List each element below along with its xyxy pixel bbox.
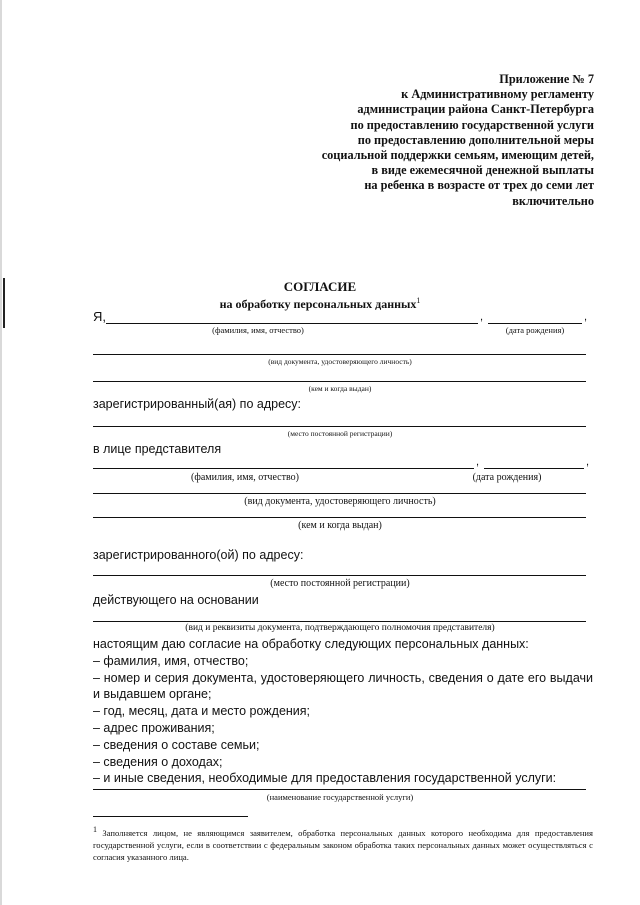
- address-caption: (место постоянной регистрации): [287, 429, 393, 438]
- footnote-mark: 1: [93, 825, 97, 834]
- ya-label: Я,: [93, 309, 106, 324]
- appendix-line: включительно: [512, 193, 594, 208]
- issued-field[interactable]: [93, 381, 586, 382]
- authority-caption: (вид и реквизиты документа, подтверждающего полномочия представителя): [185, 623, 495, 633]
- footnote-divider: [93, 816, 248, 817]
- rep-address-caption: (место постоянной регистрации): [270, 578, 410, 589]
- appendix-line: Приложение № 7: [499, 72, 594, 86]
- consent-item: – сведения о доходах;: [93, 754, 223, 769]
- appendix-line: администрации района Санкт-Петербурга: [357, 102, 594, 117]
- consent-list: [93, 636, 593, 787]
- service-field[interactable]: [93, 789, 586, 790]
- consent-item: – номер и серия документа, удостоверяющего личность, сведения о дате его выдачи и выдавшем органе;: [93, 670, 593, 702]
- rep-address-field[interactable]: [93, 575, 586, 576]
- document-caption: (вид документа, удостоверяющего личность): [268, 357, 412, 366]
- authority-field[interactable]: [93, 621, 586, 622]
- rep-issued-field[interactable]: [93, 517, 586, 518]
- consent-item: – фамилия, имя, отчество;: [93, 653, 249, 668]
- consent-item: – и иные сведения, необходимые для предоставления государственной услуги:: [93, 771, 557, 786]
- fio-caption: (фамилия, имя, отчество): [212, 325, 304, 335]
- birth-caption: (дата рождения): [505, 325, 565, 335]
- rep-document-caption: (вид документа, удостоверяющего личность): [244, 496, 436, 507]
- appendix-line: социальной поддержки семьям, имеющим детей,: [321, 148, 594, 163]
- fio-field[interactable]: [106, 323, 478, 324]
- consent-item: – адрес проживания;: [93, 720, 215, 735]
- appendix-line: по предоставлению государственной услуги: [350, 117, 594, 132]
- scan-edge: [0, 0, 2, 905]
- comma: ,: [584, 311, 588, 323]
- comma: ,: [480, 311, 484, 323]
- appendix-line: по предоставлению дополнительной меры: [357, 132, 594, 147]
- rep-fio-field[interactable]: [93, 468, 474, 469]
- document-field[interactable]: [93, 354, 586, 355]
- appendix-line: к Административному регламенту: [401, 87, 594, 102]
- footnote: [93, 824, 593, 863]
- footnote-text: Заполняется лицом, не являющимся заявителем, обработка персональных данных которого необходима для предоставления государственной услуги, если в соответствии с федеральным законом обработка таких персональных данных может осуществляться с согласия указанного лица.: [93, 827, 593, 862]
- registered-label: зарегистрированный(ая) по адресу:: [93, 397, 302, 411]
- appendix-line: на ребенка в возрасте от трех до семи лет: [364, 178, 594, 193]
- rep-birth-date-field[interactable]: [484, 468, 584, 469]
- birth-date-field[interactable]: [488, 323, 582, 324]
- issued-caption: (кем и когда выдан): [308, 384, 372, 393]
- subtitle-text: на обработку персональных данных: [219, 297, 417, 311]
- footnote-ref: 1: [416, 296, 421, 305]
- rep-fio-caption: (фамилия, имя, отчество): [191, 472, 299, 483]
- appendix-line: в виде ежемесячной денежной выплаты: [371, 163, 594, 178]
- rep-registered-label: зарегистрированного(ой) по адресу:: [93, 548, 304, 562]
- comma: ,: [586, 456, 590, 468]
- consent-intro: настоящим даю согласие на обработку следующих персональных данных:: [93, 637, 529, 651]
- consent-item: – сведения о составе семьи;: [93, 737, 260, 752]
- service-caption: (наименование государственной услуги): [266, 792, 414, 802]
- rep-birth-caption: (дата рождения): [472, 472, 542, 483]
- address-field[interactable]: [93, 426, 586, 427]
- rep-document-field[interactable]: [93, 493, 586, 494]
- appendix-header: [322, 72, 594, 209]
- comma: ,: [476, 456, 480, 468]
- consent-item: – год, месяц, дата и место рождения;: [93, 704, 311, 719]
- document-title: СОГЛАСИЕ: [283, 279, 357, 294]
- representative-label: в лице представителя: [93, 442, 222, 456]
- rep-issued-caption: (кем и когда выдан): [298, 520, 382, 531]
- acting-label: действующего на основании: [93, 593, 259, 607]
